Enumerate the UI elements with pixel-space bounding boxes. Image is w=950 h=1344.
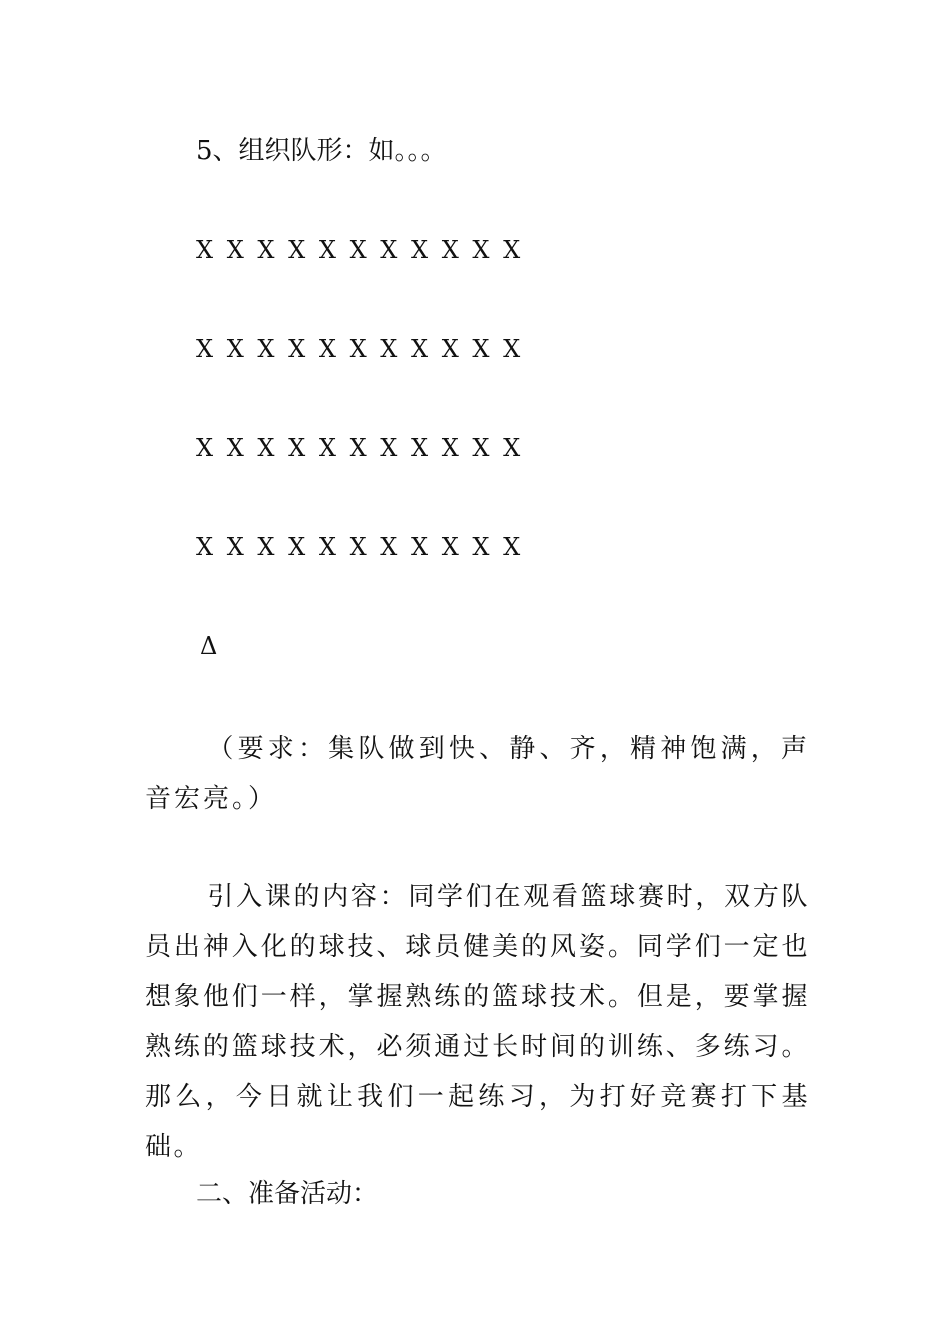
intro-paragraph: 引入课的内容：同学们在观看篮球赛时，双方队员出神入化的球技、球员健美的风姿。同学们一定也想象他们一样，掌握熟练的篮球技术。但是，要掌握熟练的篮球技术，必须通过长时间的训练、多练习。那么，今日就让我们一起练习，为打好竞赛打下基础。 bbox=[145, 882, 810, 1162]
formation-row-4: X X X X X X X X X X X bbox=[196, 533, 524, 561]
section-2-heading: 二、准备活动： bbox=[196, 1179, 379, 1209]
formation-row-2: X X X X X X X X X X X bbox=[196, 335, 524, 363]
item-5-heading: 5、组织队形：如。。。 bbox=[196, 136, 447, 166]
formation-row-1: X X X X X X X X X X X bbox=[196, 236, 524, 264]
formation-row-3: X X X X X X X X X X X bbox=[196, 434, 524, 462]
teacher-position-marker: Δ bbox=[200, 632, 218, 660]
requirement-paragraph: （要求：集队做到快、静、齐，精神饱满，声音宏亮。） bbox=[145, 734, 810, 814]
